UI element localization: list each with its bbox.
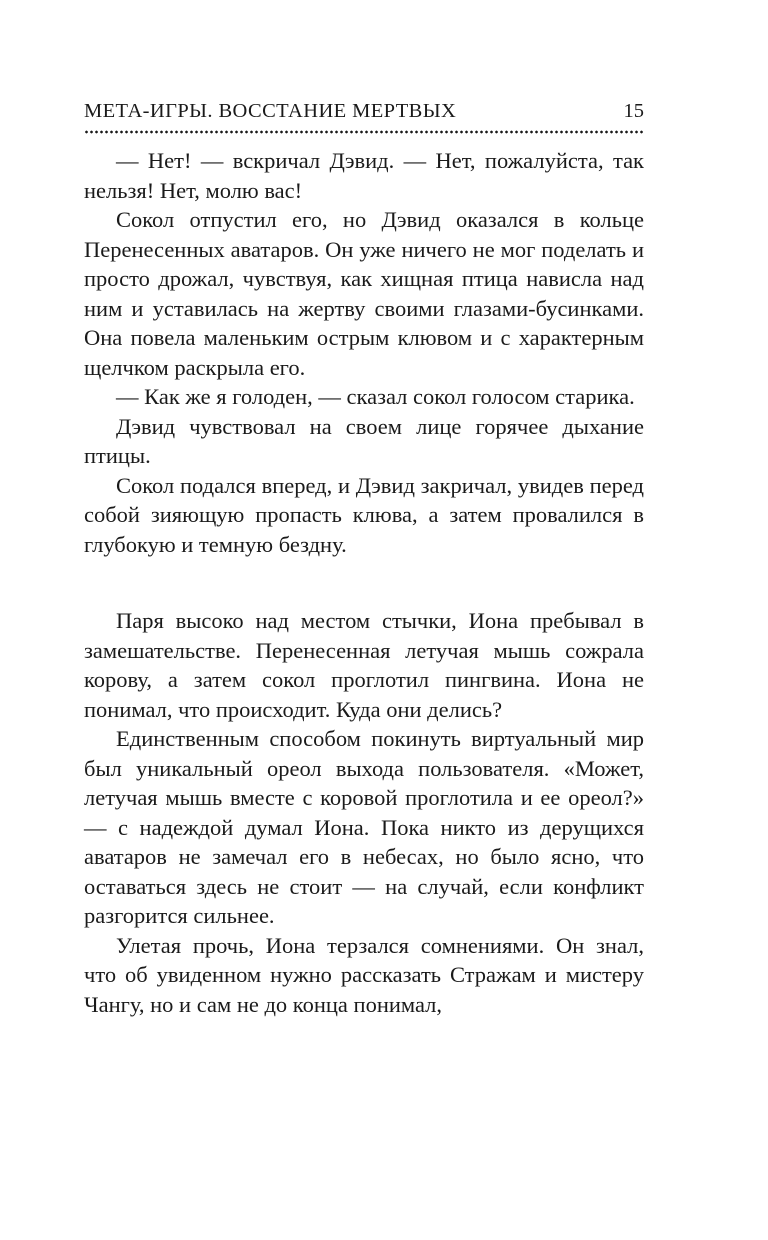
paragraph: Улетая прочь, Иона терзался сомнениями. Он знал, что об увиденном нужно рассказать Стражам и мистеру Чангу, но и сам не до конца понимал,: [84, 932, 644, 1017]
paragraph: Сокол подался вперед, и Дэвид закричал, увидев перед собой зияющую пропасть клюва, а затем провалился в глубокую и темную бездну.: [84, 472, 644, 557]
running-title: МЕТА-ИГРЫ. ВОССТАНИЕ МЕРТВЫХ: [84, 100, 457, 122]
page-header: [84, 100, 644, 128]
dotted-divider: [84, 130, 644, 134]
paragraph: Сокол отпустил его, но Дэвид оказался в кольце Перенесенных аватаров. Он уже ничего не мог поделать и просто дрожал, чувствуя, как хищная птица нависла над ним и уставилась на жертву своими глазами-бусинками. Она повела маленьким острым клювом и с характерным щелчком раскрыла его.: [84, 207, 644, 380]
paragraph: Паря высоко над местом стычки, Иона пребывал в замешательстве. Перенесенная летучая мышь сожрала корову, а затем сокол проглотил пингвина. Иона не понимал, что происходит. Куда они делись?: [84, 608, 644, 722]
paragraph: Единственным способом покинуть виртуальный мир был уникальный ореол выхода пользователя. «Может, летучая мышь вместе с коровой проглотила и ее ореол?» — с надеждой думал Иона. Пока никто из дерущихся аватаров не замечал его в небесах, но было ясно, что оставаться здесь не стоит — на случай, если конфликт разгорится сильнее.: [84, 726, 644, 928]
paragraph: — Как же я голоден, — сказал сокол голосом старика.: [116, 384, 635, 409]
paragraph: — Нет! — вскричал Дэвид. — Нет, пожалуйста, так нельзя! Нет, молю вас!: [84, 148, 644, 203]
page-number: 15: [623, 100, 644, 122]
body-text: [84, 146, 644, 1019]
paragraph: Дэвид чувствовал на своем лице горячее дыхание птицы.: [84, 413, 644, 468]
section-break: [84, 559, 644, 606]
